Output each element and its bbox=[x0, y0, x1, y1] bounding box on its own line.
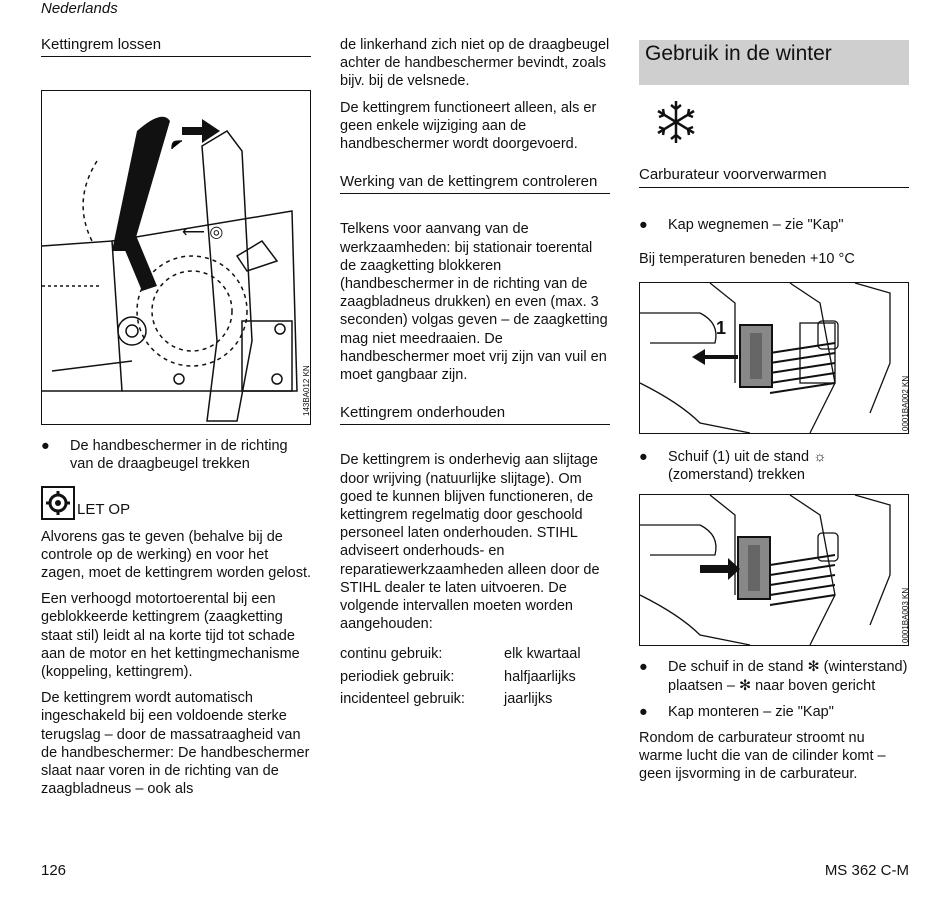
bullet-dot: ● bbox=[639, 659, 648, 676]
section-title: Gebruik in de winter bbox=[639, 40, 909, 85]
maintenance-intervals bbox=[340, 645, 610, 708]
svg-text:⟵ ◎: ⟵ ◎ bbox=[182, 224, 224, 242]
figure-code: 0001BA003 KN bbox=[901, 588, 910, 644]
paragraph: De kettingrem is onderhevig aan slijtage door wrijving (natuurlijke slijtage). Om goed te kunnen blijven functioneren, de kettingrem regelmatig door geschoold personeel laten onderhouden. STIHL adviseert onderhouds- en reparatiewerkzaamheden alleen door de STIHL dealer te laten uitvoeren. De volgende intervallen moeten worden aangehouden: bbox=[340, 452, 600, 633]
figure-code: 0001BA002 KN bbox=[901, 375, 910, 432]
bullet-dot: ● bbox=[639, 216, 648, 233]
interval-row: incidenteel gebruik: jaarlijks bbox=[340, 690, 553, 707]
bullet-dot: ● bbox=[41, 438, 50, 455]
list-item: ● De schuif in de stand ✻ (winterstand) plaatsen – ✻ naar boven gericht bbox=[639, 659, 908, 694]
paragraph: de linkerhand zich niet op de draagbeugel achter de handbeschermer bevindt, zoals bijv. bij de velsnede. bbox=[340, 37, 610, 90]
interval-row: periodiek gebruik: halfjaarlijks bbox=[340, 668, 576, 685]
callout-number: 1 bbox=[716, 318, 727, 339]
running-header-language: Nederlands bbox=[41, 0, 118, 17]
chainsaw-brake-figure bbox=[41, 90, 311, 425]
chainsaw-illustration bbox=[42, 91, 310, 424]
heading-kettingrem-onderhouden: Kettingrem onderhouden bbox=[340, 404, 610, 425]
column-1 bbox=[41, 36, 311, 798]
heading-kettingrem-lossen: Kettingrem lossen bbox=[41, 36, 311, 57]
heading-carburateur-voorverwarmen: Carburateur voorverwarmen bbox=[639, 166, 909, 187]
interval-row: continu gebruik: elk kwartaal bbox=[340, 646, 581, 663]
paragraph: Rondom de carburateur stroomt nu warme lucht die van de cilinder komt – geen ijsvorming in de carburateur. bbox=[639, 730, 886, 783]
carburetor-figure-winter bbox=[639, 494, 909, 646]
carburetor-slide-illustration bbox=[640, 283, 908, 433]
figure-code: 143BA012 KN bbox=[302, 365, 311, 417]
column-2 bbox=[340, 36, 610, 708]
list-item: ● Kap wegnemen – zie "Kap" bbox=[639, 216, 844, 233]
notice-label: LET OP bbox=[77, 501, 131, 519]
notice-heading bbox=[41, 486, 311, 520]
bullet-dot: ● bbox=[639, 703, 648, 720]
paragraph: Telkens voor aanvang van de werkzaamheden: bij stationair toerental de zaagketting blokkeren (handbeschermer in de richting van de zaagbladneus drukken) en even (max. 3 seconden) volgas geven – de zaagketting mag niet meedraaien. De handbeschermer moet vrij zijn van vuil en moet gangbaar zijn. bbox=[340, 221, 608, 384]
list-item: ● Schuif (1) uit de stand ☼ (zomerstand) trekken bbox=[639, 449, 827, 484]
list-item: ● Kap monteren – zie "Kap" bbox=[639, 703, 834, 720]
carburetor-slide-illustration bbox=[640, 495, 908, 645]
paragraph: De kettingrem wordt automatisch ingeschakeld bij een voldoende sterke terugslag – door de massatraagheid van de handbeschermer: De handbeschermer slaat naar voren in de richting van de zaagbladneus – ook als bbox=[41, 690, 310, 798]
paragraph: De kettingrem functioneert alleen, als er geen enkele wijziging aan de handbeschermer wordt doorgevoerd. bbox=[340, 99, 597, 153]
bullet-dot: ● bbox=[639, 449, 648, 466]
model-label: MS 362 C-M bbox=[824, 862, 909, 879]
column-3 bbox=[639, 40, 909, 784]
gear-warning-icon bbox=[41, 486, 75, 520]
list-item: ● De handbeschermer in de richting van de draagbeugel trekken bbox=[41, 438, 288, 473]
paragraph: Alvorens gas te geven (behalve bij de controle op de werking) en voor het zagen, moet de kettingrem worden gelost. bbox=[41, 528, 312, 582]
paragraph: Een verhoogd motortoerental bij een geblokkeerde kettingrem (zaagketting staat stil) leidt al na korte tijd tot schade aan de motor en het kettingmechanisme (koppeling, kettingrem). bbox=[41, 591, 300, 681]
temperature-label: Bij temperaturen beneden +10 °C bbox=[639, 250, 855, 267]
page-number: 126 bbox=[41, 862, 67, 879]
snowflake-icon bbox=[653, 99, 909, 150]
heading-werking-controleren: Werking van de kettingrem controleren bbox=[340, 173, 610, 194]
carburetor-figure-summer bbox=[639, 282, 909, 434]
